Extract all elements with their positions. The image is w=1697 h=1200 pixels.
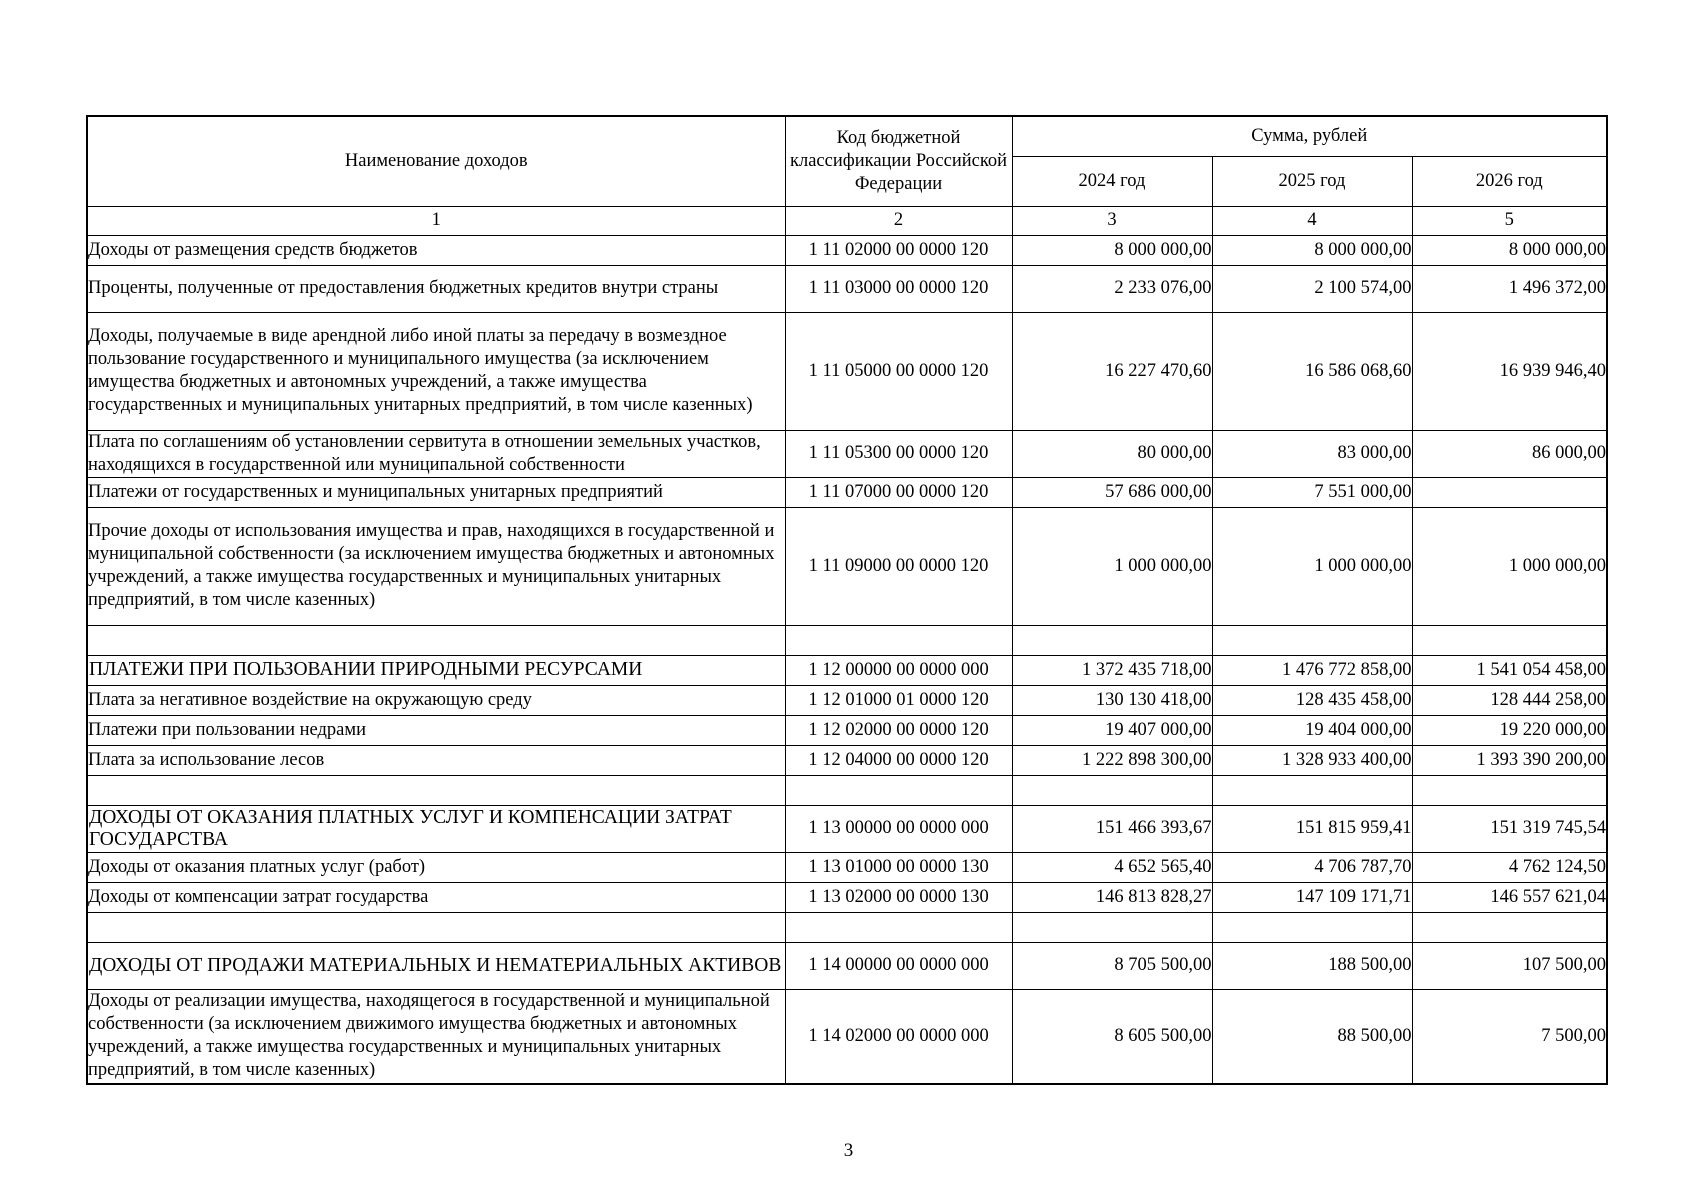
income-name-cell: ПЛАТЕЖИ ПРИ ПОЛЬЗОВАНИИ ПРИРОДНЫМИ РЕСУРСАМИ	[87, 655, 785, 685]
budget-code-cell: 1 12 01000 01 0000 120	[785, 685, 1012, 715]
amount-2024-cell	[1012, 912, 1212, 942]
amount-2025-cell: 8 000 000,00	[1212, 235, 1412, 265]
amount-2024-cell	[1012, 625, 1212, 655]
spacer-row	[87, 775, 1607, 805]
table-row	[87, 882, 1607, 912]
table-row	[87, 852, 1607, 882]
budget-code-cell: 1 12 00000 00 0000 000	[785, 655, 1012, 685]
amount-2024-cell: 1 372 435 718,00	[1012, 655, 1212, 685]
amount-2026-cell: 4 762 124,50	[1412, 852, 1607, 882]
income-name-cell: Доходы от реализации имущества, находящегося в государственной и муниципальной собственности (за исключением движимого имущества бюджетных и автономных учреждений, а также имущества государственных и муниципальных унитарных предприятий, в том числе казенных)	[87, 989, 785, 1084]
section-row	[87, 942, 1607, 989]
header-year-2024: 2024 год	[1012, 156, 1212, 206]
budget-code-cell: 1 14 02000 00 0000 000	[785, 989, 1012, 1084]
budget-code-cell	[785, 775, 1012, 805]
amount-2025-cell: 2 100 574,00	[1212, 265, 1412, 312]
budget-code-cell: 1 11 09000 00 0000 120	[785, 507, 1012, 625]
section-row	[87, 655, 1607, 685]
header-year-2025: 2025 год	[1212, 156, 1412, 206]
amount-2025-cell: 1 328 933 400,00	[1212, 745, 1412, 775]
income-name-cell: ДОХОДЫ ОТ ПРОДАЖИ МАТЕРИАЛЬНЫХ И НЕМАТЕРИАЛЬНЫХ АКТИВОВ	[87, 942, 785, 989]
income-name-cell: Платежи при пользовании недрами	[87, 715, 785, 745]
amount-2025-cell: 147 109 171,71	[1212, 882, 1412, 912]
income-name-cell: Плата за негативное воздействие на окружающую среду	[87, 685, 785, 715]
table-body	[87, 235, 1607, 1084]
budget-code-cell: 1 13 02000 00 0000 130	[785, 882, 1012, 912]
income-name-cell: Плата по соглашениям об установлении сервитута в отношении земельных участков, находящихся в государственной или муниципальной собственности	[87, 430, 785, 477]
amount-2024-cell: 130 130 418,00	[1012, 685, 1212, 715]
budget-code-cell	[785, 625, 1012, 655]
revenue-table	[86, 115, 1608, 1085]
income-name-cell	[87, 625, 785, 655]
table-row	[87, 477, 1607, 507]
amount-2024-cell: 19 407 000,00	[1012, 715, 1212, 745]
income-name-cell: Доходы, получаемые в виде арендной либо иной платы за передачу в возмездное пользование государственного и муниципального имущества (за исключением имущества бюджетных и автономных учреждений, а также имущества государственных и муниципальных унитарных предприятий, в том числе казенных)	[87, 312, 785, 430]
budget-code-cell: 1 11 02000 00 0000 120	[785, 235, 1012, 265]
page-number: 3	[843, 1140, 854, 1161]
income-name-cell	[87, 912, 785, 942]
income-name-cell: Доходы от компенсации затрат государства	[87, 882, 785, 912]
amount-2025-cell: 7 551 000,00	[1212, 477, 1412, 507]
section-row	[87, 805, 1607, 852]
budget-code-cell: 1 12 04000 00 0000 120	[785, 745, 1012, 775]
table-row	[87, 745, 1607, 775]
income-name-cell: Проценты, полученные от предоставления бюджетных кредитов внутри страны	[87, 265, 785, 312]
amount-2024-cell: 8 000 000,00	[1012, 235, 1212, 265]
amount-2026-cell: 7 500,00	[1412, 989, 1607, 1084]
amount-2024-cell: 151 466 393,67	[1012, 805, 1212, 852]
amount-2024-cell	[1012, 775, 1212, 805]
income-name-cell: Плата за использование лесов	[87, 745, 785, 775]
budget-code-cell: 1 14 00000 00 0000 000	[785, 942, 1012, 989]
amount-2026-cell: 128 444 258,00	[1412, 685, 1607, 715]
amount-2025-cell	[1212, 912, 1412, 942]
amount-2024-cell: 2 233 076,00	[1012, 265, 1212, 312]
amount-2026-cell: 107 500,00	[1412, 942, 1607, 989]
amount-2025-cell: 1 000 000,00	[1212, 507, 1412, 625]
spacer-row	[87, 912, 1607, 942]
budget-code-cell: 1 11 07000 00 0000 120	[785, 477, 1012, 507]
amount-2025-cell: 151 815 959,41	[1212, 805, 1412, 852]
amount-2025-cell: 16 586 068,60	[1212, 312, 1412, 430]
amount-2024-cell: 57 686 000,00	[1012, 477, 1212, 507]
amount-2026-cell: 8 000 000,00	[1412, 235, 1607, 265]
amount-2025-cell	[1212, 625, 1412, 655]
income-name-cell: Прочие доходы от использования имущества и прав, находящихся в государственной и муниципальной собственности (за исключением имущества бюджетных и автономных учреждений, а также имущества государственных и муниципальных унитарных предприятий, в том числе казенных)	[87, 507, 785, 625]
amount-2026-cell: 19 220 000,00	[1412, 715, 1607, 745]
amount-2025-cell: 19 404 000,00	[1212, 715, 1412, 745]
amount-2025-cell: 1 476 772 858,00	[1212, 655, 1412, 685]
amount-2026-cell: 16 939 946,40	[1412, 312, 1607, 430]
amount-2026-cell: 1 000 000,00	[1412, 507, 1607, 625]
budget-code-cell: 1 13 01000 00 0000 130	[785, 852, 1012, 882]
amount-2024-cell: 1 222 898 300,00	[1012, 745, 1212, 775]
table-row	[87, 430, 1607, 477]
budget-code-cell: 1 12 02000 00 0000 120	[785, 715, 1012, 745]
column-number: 4	[1212, 206, 1412, 235]
amount-2026-cell: 86 000,00	[1412, 430, 1607, 477]
income-name-cell	[87, 775, 785, 805]
income-name-cell: ДОХОДЫ ОТ ОКАЗАНИЯ ПЛАТНЫХ УСЛУГ И КОМПЕНСАЦИИ ЗАТРАТ ГОСУДАРСТВА	[87, 805, 785, 852]
amount-2025-cell: 83 000,00	[1212, 430, 1412, 477]
table-row	[87, 235, 1607, 265]
amount-2026-cell: 1 393 390 200,00	[1412, 745, 1607, 775]
amount-2025-cell: 4 706 787,70	[1212, 852, 1412, 882]
table-row	[87, 715, 1607, 745]
header-budget-code: Код бюджетной классификации Российской Федерации	[785, 116, 1012, 206]
budget-code-cell	[785, 912, 1012, 942]
income-name-cell: Платежи от государственных и муниципальных унитарных предприятий	[87, 477, 785, 507]
budget-code-cell: 1 13 00000 00 0000 000	[785, 805, 1012, 852]
amount-2025-cell: 128 435 458,00	[1212, 685, 1412, 715]
header-income-name: Наименование доходов	[87, 116, 785, 206]
amount-2024-cell: 8 605 500,00	[1012, 989, 1212, 1084]
amount-2024-cell: 80 000,00	[1012, 430, 1212, 477]
header-year-2026: 2026 год	[1412, 156, 1607, 206]
amount-2026-cell	[1412, 775, 1607, 805]
column-number: 1	[87, 206, 785, 235]
amount-2026-cell	[1412, 912, 1607, 942]
budget-code-cell: 1 11 05300 00 0000 120	[785, 430, 1012, 477]
amount-2026-cell	[1412, 625, 1607, 655]
table-row	[87, 265, 1607, 312]
spacer-row	[87, 625, 1607, 655]
budget-code-cell: 1 11 03000 00 0000 120	[785, 265, 1012, 312]
table-row	[87, 507, 1607, 625]
amount-2024-cell: 1 000 000,00	[1012, 507, 1212, 625]
amount-2025-cell: 88 500,00	[1212, 989, 1412, 1084]
amount-2026-cell: 1 496 372,00	[1412, 265, 1607, 312]
amount-2026-cell: 151 319 745,54	[1412, 805, 1607, 852]
amount-2024-cell: 8 705 500,00	[1012, 942, 1212, 989]
amount-2024-cell: 4 652 565,40	[1012, 852, 1212, 882]
amount-2026-cell: 1 541 054 458,00	[1412, 655, 1607, 685]
amount-2024-cell: 146 813 828,27	[1012, 882, 1212, 912]
table-row	[87, 312, 1607, 430]
budget-code-cell: 1 11 05000 00 0000 120	[785, 312, 1012, 430]
amount-2025-cell	[1212, 775, 1412, 805]
column-number: 3	[1012, 206, 1212, 235]
header-sum-rubles: Сумма, рублей	[1012, 116, 1607, 156]
amount-2025-cell: 188 500,00	[1212, 942, 1412, 989]
income-name-cell: Доходы от размещения средств бюджетов	[87, 235, 785, 265]
table-row	[87, 989, 1607, 1084]
income-name-cell: Доходы от оказания платных услуг (работ)	[87, 852, 785, 882]
table-row	[87, 685, 1607, 715]
amount-2026-cell	[1412, 477, 1607, 507]
amount-2026-cell: 146 557 621,04	[1412, 882, 1607, 912]
column-number: 2	[785, 206, 1012, 235]
amount-2024-cell: 16 227 470,60	[1012, 312, 1212, 430]
column-number: 5	[1412, 206, 1607, 235]
